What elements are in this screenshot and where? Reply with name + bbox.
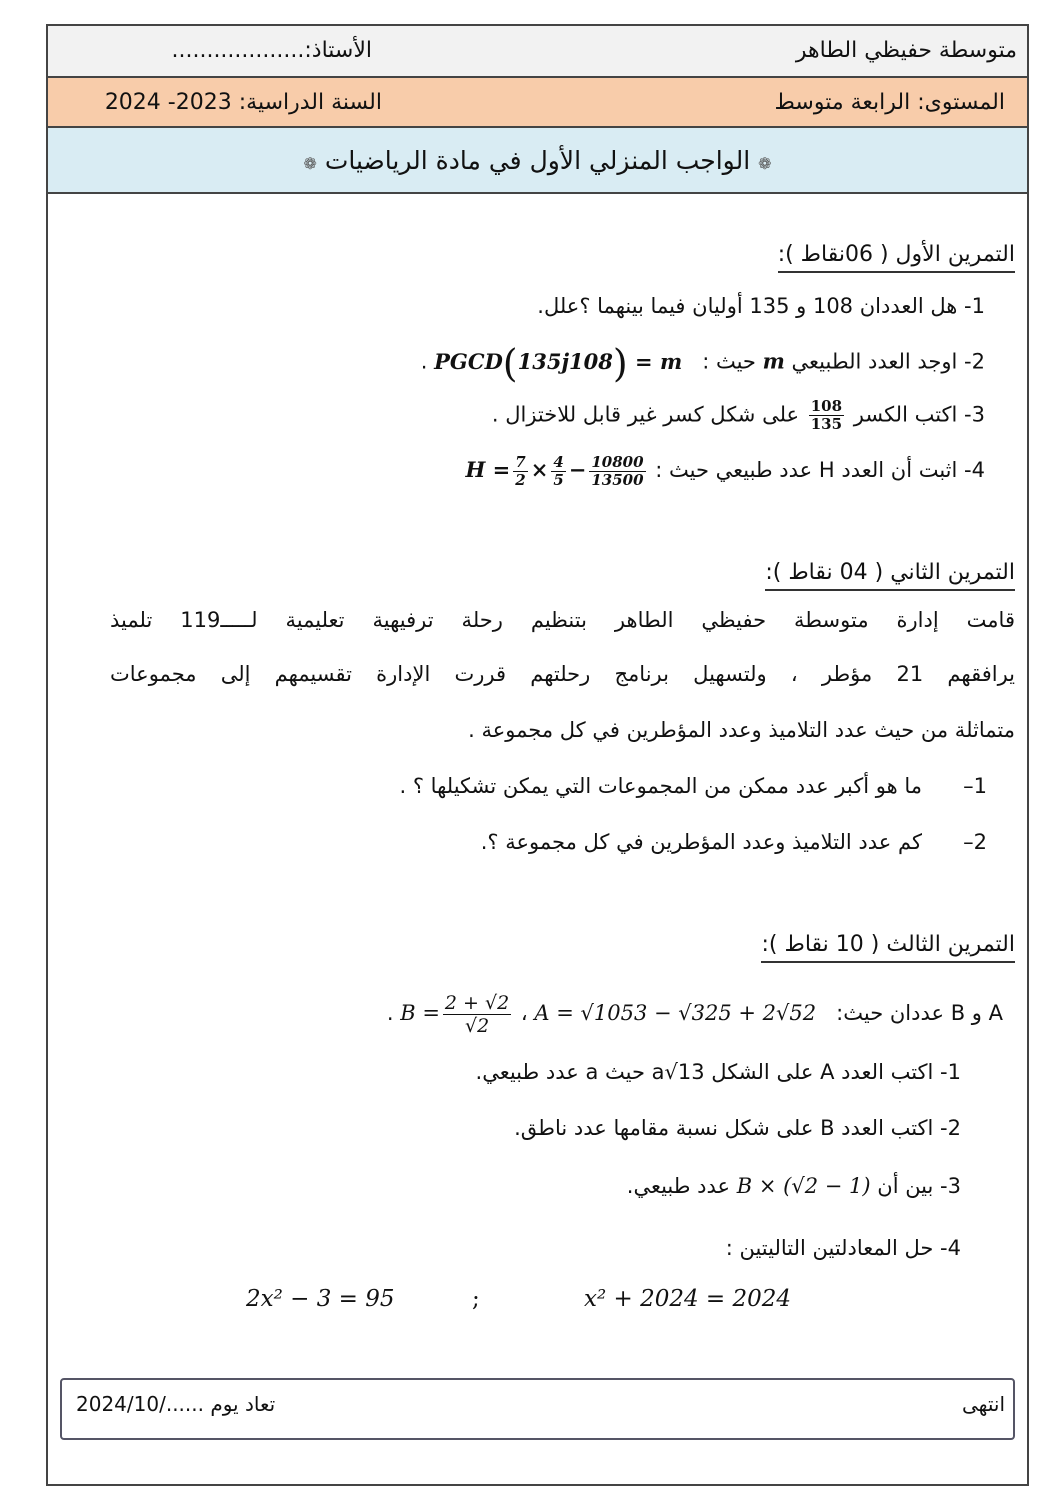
q3-formula: B × (√2 − 1) (736, 1174, 871, 1198)
b-label: B = (400, 1001, 440, 1025)
intro-b-formula (400, 992, 514, 1037)
exam-sheet (46, 24, 1029, 1486)
fraction-108-135 (809, 398, 844, 433)
exercise1-q4 (466, 454, 985, 489)
q3-text: 3- بين أن (877, 1174, 961, 1198)
exercise2-para1: قامت إدارة متوسطة حفيظي الطاهر بتنظيم رحلة ترفيهية تعليمية لـــــ119 تلميذ (110, 608, 1015, 632)
teacher-field: الأستاذ:................... (171, 38, 372, 63)
exercise2-q2-num: 2– (963, 830, 987, 854)
f1-den: 2 (515, 471, 526, 489)
f3-den: 13500 (591, 471, 644, 489)
homework-title: الواجب المنزلي الأول في مادة الرياضيات (324, 146, 751, 175)
f2-den: 5 (553, 471, 564, 489)
exercise3-intro (387, 992, 1003, 1037)
intro-a-formula: A = √1053 − √325 + 2√52 (534, 1001, 817, 1025)
q2-end: . (420, 349, 428, 374)
intro-end: . (386, 1001, 394, 1025)
equation-1: x² + 2024 = 2024 (584, 1286, 792, 1312)
q2-text: 2- اوجد العدد الطبيعي (791, 349, 985, 374)
return-text: تعاد يوم ....../2024/10 (76, 1392, 276, 1416)
exercise1-title: التمرين الأول ( 06نقاط ): (778, 242, 1015, 273)
frac-num: 108 (810, 397, 843, 415)
pgcd-label: PGCD (434, 348, 503, 374)
exercise2-para3: متماثلة من حيث عدد التلاميذ وعدد المؤطرين في كل مجموعة . (468, 718, 1015, 742)
q3-rest: على شكل كسر غير قابل للاختزال . (491, 402, 800, 427)
exercise3-q3 (627, 1174, 961, 1198)
school-year: السنة الدراسية: 2023- 2024 (104, 90, 382, 115)
pgcd-args: 135ј108 (517, 348, 613, 374)
exercise2-q1-num: 1– (963, 774, 987, 798)
f2-num: 4 (553, 453, 564, 471)
intro-sep: ، (520, 1001, 528, 1025)
exercise2-title: التمرين الثاني ( 04 نقاط ): (765, 560, 1015, 591)
exercise3-q2: 2- اكتب العدد B على شكل نسبة مقامها عدد ناطق. (514, 1116, 961, 1140)
exercise3-q4: 4- حل المعادلتين التاليتين : (725, 1236, 961, 1260)
level-label: المستوى: الرابعة متوسط (774, 90, 1005, 115)
exercise3-q1: 1- اكتب العدد A على الشكل a√13 حيث a عدد طبيعي. (475, 1060, 961, 1084)
b-num: 2 + √2 (444, 992, 510, 1014)
q2-where: حيث : (702, 349, 756, 374)
exercise2-q2: كم عدد التلاميذ وعدد المؤطرين في كل مجموعة ؟. (480, 830, 922, 854)
school-name: متوسطة حفيظي الطاهر (795, 38, 1017, 63)
times-sign: × (530, 457, 549, 482)
equation-separator: ; (472, 1286, 480, 1312)
h-label: H = (465, 457, 511, 482)
f3-num: 10800 (591, 453, 644, 471)
footer-box (60, 1378, 1015, 1440)
minus-sign: − (568, 457, 587, 482)
ornament-icon: ❁ (758, 154, 772, 173)
frac-den: 135 (810, 415, 843, 433)
q3-text: 3- اكتب الكسر (853, 402, 985, 427)
end-label: انتهى (961, 1392, 1005, 1416)
exercise2-q1: ما هو أكبر عدد ممكن من المجموعات التي يمكن تشكيلها ؟ . (399, 774, 922, 798)
intro-text: A و B عددان حيث: (836, 1001, 1003, 1025)
header-row-school (48, 26, 1027, 78)
q2-var: m (762, 348, 785, 374)
b-den: √2 (464, 1015, 490, 1037)
ornament-icon: ❁ (303, 154, 317, 173)
exercise1-q2 (420, 341, 985, 385)
return-date (76, 1392, 275, 1416)
exercise1-q3 (492, 398, 985, 433)
equation-2: 2x² − 3 = 95 (246, 1286, 395, 1312)
header-row-title (48, 128, 1027, 194)
f1-num: 7 (515, 453, 526, 471)
exercise3-title: التمرين الثالث ( 10 نقاط ): (761, 932, 1015, 963)
pgcd-result: = m (635, 348, 683, 374)
header-row-level (48, 78, 1027, 128)
exercise1-q1: 1- هل العددان 108 و 135 أوليان فيما بينهما ؟علل. (537, 294, 985, 318)
exercise2-para2: يرافقهم 21 مؤطر ، ولتسهيل برنامج رحلتهم قررت الإدارة تقسيمهم إلى مجموعات (110, 662, 1016, 686)
h-formula (465, 453, 649, 489)
page-title (48, 146, 1027, 175)
q2-formula: PGCD(135ј108) = m (434, 341, 683, 385)
q3-rest: عدد طبيعي. (626, 1174, 731, 1198)
q4-text: 4- اثبت أن العدد H عدد طبيعي حيث : (655, 458, 985, 482)
